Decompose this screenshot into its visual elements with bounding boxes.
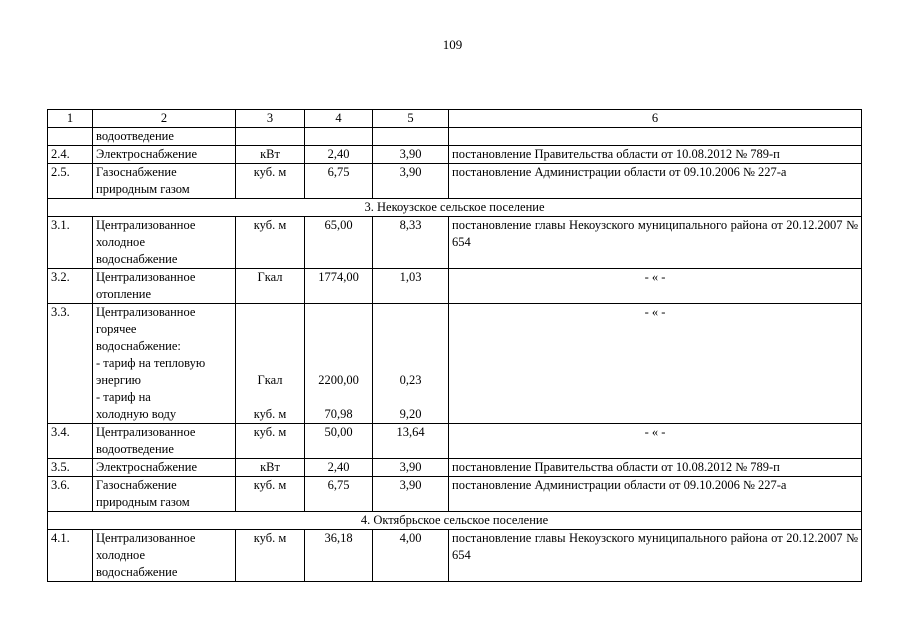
service-name-line: холодное <box>96 548 145 562</box>
service-name <box>93 269 236 304</box>
value-col5: 8,33 <box>373 217 449 269</box>
table-row <box>48 269 862 304</box>
unit-cell: куб. м <box>236 164 305 199</box>
service-name-line: Газоснабжение <box>96 165 177 179</box>
value-col5: 4,00 <box>373 530 449 582</box>
table-header-row <box>48 110 862 128</box>
service-name-line: Электроснабжение <box>96 460 197 474</box>
table-row <box>48 304 862 424</box>
value-col4 <box>305 128 373 146</box>
service-name-line: Централизованное <box>96 531 196 545</box>
value-col4 <box>305 304 373 424</box>
source-document: - « - <box>449 269 862 304</box>
item-number: 2.5. <box>48 164 93 199</box>
service-name-line: Централизованное <box>96 218 196 232</box>
unit-cell: кВт <box>236 146 305 164</box>
item-number: 2.4. <box>48 146 93 164</box>
table-row <box>48 128 862 146</box>
service-name-line: Электроснабжение <box>96 147 197 161</box>
item-number: 4.1. <box>48 530 93 582</box>
value-col5: 3,90 <box>373 146 449 164</box>
service-name <box>93 530 236 582</box>
item-number <box>48 128 93 146</box>
service-name <box>93 164 236 199</box>
service-name-line: Централизованное <box>96 425 196 439</box>
service-name <box>93 304 236 424</box>
page-number: 109 <box>442 37 463 52</box>
service-name-line: водоснабжение <box>96 252 178 266</box>
service-name-line: природным газом <box>96 182 190 196</box>
item-number: 3.5. <box>48 459 93 477</box>
service-name <box>93 146 236 164</box>
column-header: 4 <box>305 110 373 128</box>
value-col4: 36,18 <box>305 530 373 582</box>
unit-cell <box>236 304 305 424</box>
service-name-line: - тариф на тепловую <box>96 356 206 370</box>
service-name <box>93 128 236 146</box>
value-col5: 1,03 <box>373 269 449 304</box>
source-document <box>449 128 862 146</box>
table-row <box>48 146 862 164</box>
table-row <box>48 424 862 459</box>
value-col4: 6,75 <box>305 477 373 512</box>
column-header: 6 <box>449 110 862 128</box>
source-document: постановление Администрации области от 09.10.2006 № 227-а <box>449 477 862 512</box>
value-col5 <box>373 128 449 146</box>
value-line: 9,20 <box>399 407 422 421</box>
value-col5: 3,90 <box>373 477 449 512</box>
table-row <box>48 459 862 477</box>
item-number: 3.4. <box>48 424 93 459</box>
service-name-line: Централизованное <box>96 305 196 319</box>
value-line: 70,98 <box>324 407 353 421</box>
source-document: постановление главы Некоузского муниципального района от 20.12.2007 № 654 <box>449 530 862 582</box>
service-name-line: водоснабжение <box>96 565 178 579</box>
value-line: 0,23 <box>399 373 422 387</box>
value-col4: 2,40 <box>305 459 373 477</box>
value-col4: 2,40 <box>305 146 373 164</box>
service-name-line: Централизованное <box>96 270 196 284</box>
column-header: 5 <box>373 110 449 128</box>
table-row <box>48 217 862 269</box>
section-row <box>48 199 862 217</box>
source-document: - « - <box>449 304 862 424</box>
unit-cell: куб. м <box>236 217 305 269</box>
section-row <box>48 512 862 530</box>
service-name-line: водоснабжение: <box>96 339 181 353</box>
item-number: 3.3. <box>48 304 93 424</box>
unit-cell: куб. м <box>236 477 305 512</box>
tariff-table <box>47 109 862 582</box>
service-name-line: водоотведение <box>96 442 174 456</box>
section-title: 4. Октябрьское сельское поселение <box>48 512 862 530</box>
value-col4: 6,75 <box>305 164 373 199</box>
table-row <box>48 164 862 199</box>
service-name <box>93 477 236 512</box>
source-document: - « - <box>449 424 862 459</box>
service-name-line: холодную воду <box>96 407 177 421</box>
value-col4: 50,00 <box>305 424 373 459</box>
value-col5 <box>373 304 449 424</box>
source-document: постановление Правительства области от 10.08.2012 № 789-п <box>449 459 862 477</box>
unit-cell <box>236 128 305 146</box>
service-name-line: горячее <box>96 322 137 336</box>
table-row <box>48 530 862 582</box>
value-col4: 65,00 <box>305 217 373 269</box>
service-name <box>93 217 236 269</box>
value-col5: 3,90 <box>373 164 449 199</box>
service-name-line: энергию <box>96 373 142 387</box>
section-title: 3. Некоузское сельское поселение <box>48 199 862 217</box>
service-name <box>93 459 236 477</box>
column-header: 3 <box>236 110 305 128</box>
value-line: 2200,00 <box>318 373 359 387</box>
item-number: 3.2. <box>48 269 93 304</box>
value-col4: 1774,00 <box>305 269 373 304</box>
service-name-line: водоотведение <box>96 129 174 143</box>
unit-cell: куб. м <box>236 424 305 459</box>
table-row <box>48 477 862 512</box>
unit-cell: Гкал <box>236 269 305 304</box>
unit-cell: куб. м <box>236 530 305 582</box>
source-document: постановление Правительства области от 10.08.2012 № 789-п <box>449 146 862 164</box>
item-number: 3.1. <box>48 217 93 269</box>
column-header: 2 <box>93 110 236 128</box>
value-col5: 13,64 <box>373 424 449 459</box>
service-name <box>93 424 236 459</box>
service-name-line: - тариф на <box>96 390 151 404</box>
item-number: 3.6. <box>48 477 93 512</box>
unit-line: куб. м <box>253 407 287 421</box>
service-name-line: отопление <box>96 287 152 301</box>
unit-cell: кВт <box>236 459 305 477</box>
service-name-line: Газоснабжение <box>96 478 177 492</box>
service-name-line: природным газом <box>96 495 190 509</box>
source-document: постановление Администрации области от 09.10.2006 № 227-а <box>449 164 862 199</box>
unit-line: Гкал <box>257 373 283 387</box>
source-document: постановление главы Некоузского муниципального района от 20.12.2007 № 654 <box>449 217 862 269</box>
service-name-line: холодное <box>96 235 145 249</box>
value-col5: 3,90 <box>373 459 449 477</box>
column-header: 1 <box>48 110 93 128</box>
